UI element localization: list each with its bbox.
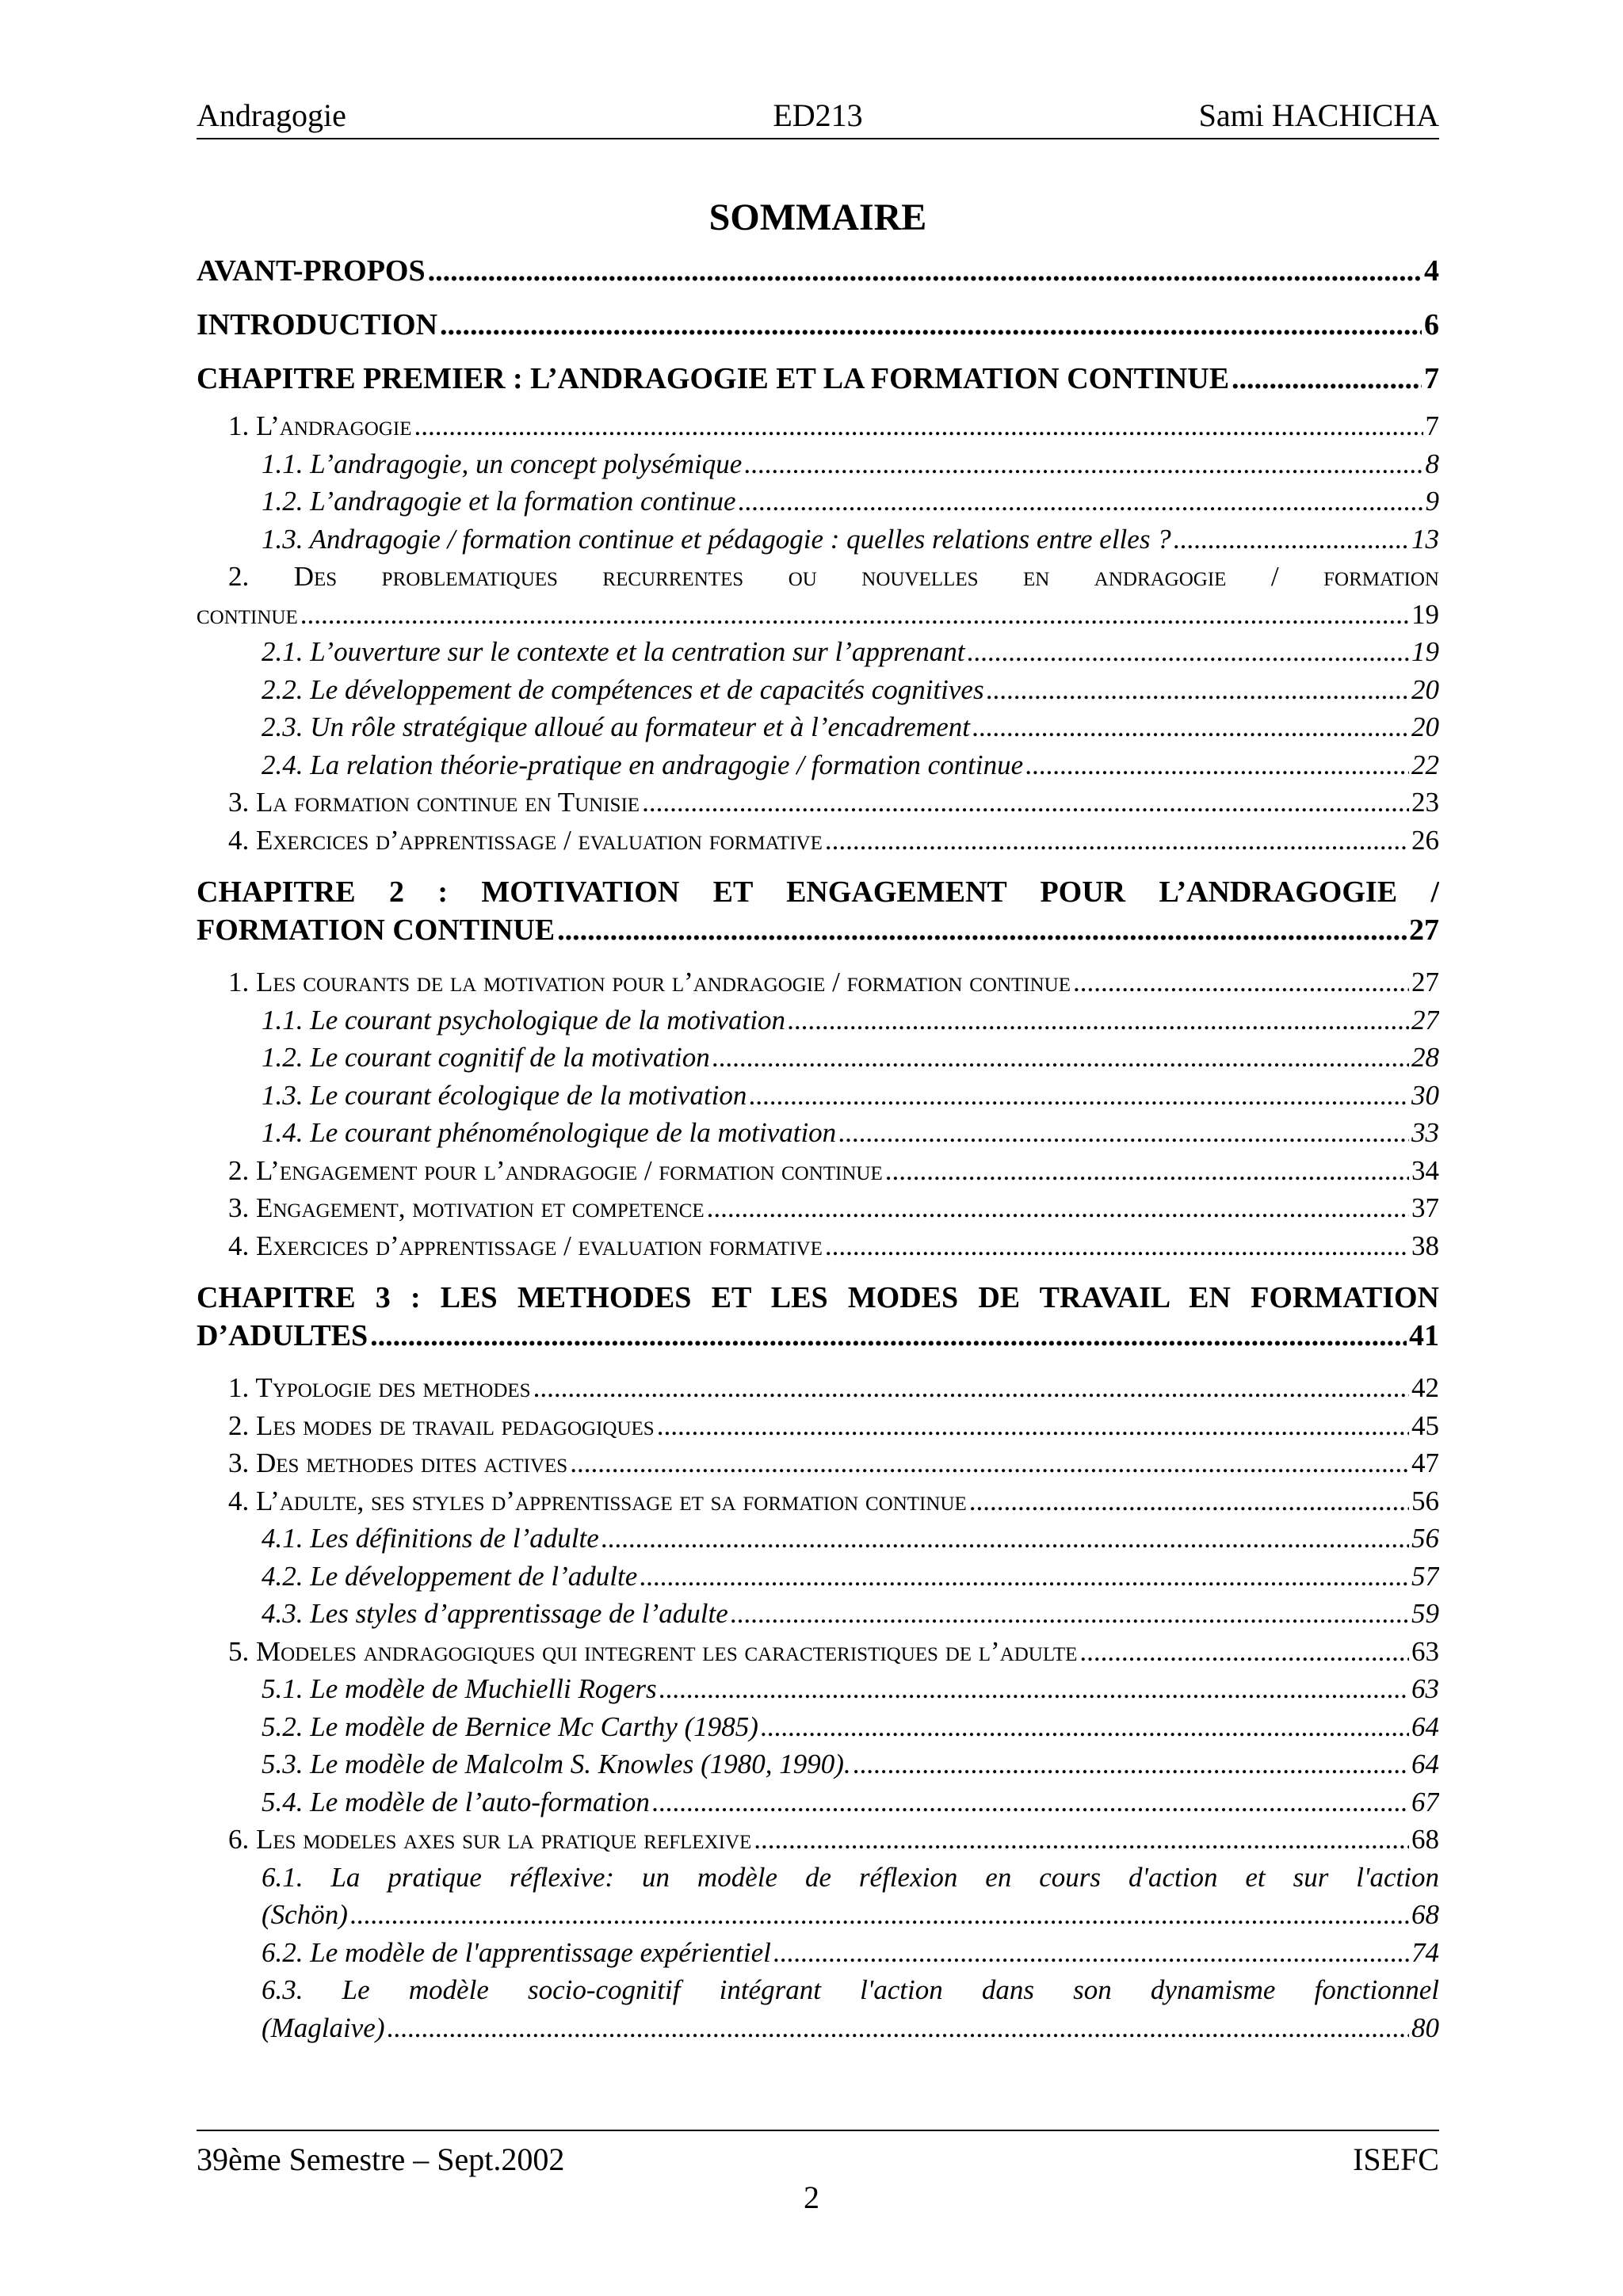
toc-entry-3-4-3[interactable]: 4.3. Les styles d’apprentissage de l’adulte ..... 59 <box>197 1595 1439 1633</box>
header-author: Sami HACHICHA <box>1198 97 1439 133</box>
toc-entry-chapter-2[interactable]: CHAPITRE 2 : MOTIVATION ET ENGAGEMENT POUR L’ANDRAGOGIE / FORMATION CONTINUE ..... 27 <box>197 873 1439 949</box>
toc-entry-1-2-1[interactable]: 2.1. L’ouverture sur le contexte et la centration sur l’apprenant ..... 19 <box>197 633 1439 671</box>
header-course-title: Andragogie <box>197 97 346 133</box>
toc-entry-3-5[interactable]: 5. Modeles andragogiques qui integrent les caracteristiques de l’adulte ..... 63 <box>197 1633 1439 1671</box>
toc-entry-2-3[interactable]: 3. Engagement, motivation et competence ..... 37 <box>197 1189 1439 1227</box>
toc-entry-chapter-3[interactable]: CHAPITRE 3 : LES METHODES ET LES MODES DE TRAVAIL EN FORMATION D’ADULTES ..... 41 <box>197 1279 1439 1355</box>
running-header <box>197 93 1439 139</box>
toc-entry-3-4-2[interactable]: 4.2. Le développement de l’adulte ..... 57 <box>197 1558 1439 1596</box>
toc-entry-3-3[interactable]: 3. Des methodes dites actives ..... 47 <box>197 1444 1439 1482</box>
toc-entry-2-1[interactable]: 1. Les courants de la motivation pour l’andragogie / formation continue ..... 27 <box>197 963 1439 1001</box>
toc-entry-introduction[interactable]: INTRODUCTION ..... 6 <box>197 306 1439 344</box>
header-course-code: ED213 <box>773 97 863 133</box>
toc-entry-2-1-2[interactable]: 1.2. Le courant cognitif de la motivation ..... 28 <box>197 1039 1439 1077</box>
toc-entry-3-6-3[interactable]: 6.3. Le modèle socio-cognitif intégrant l'action dans son dynamisme fonctionnel (Maglaive) ..... 80 <box>197 1971 1439 2046</box>
toc-entry-1-2-3[interactable]: 2.3. Un rôle stratégique alloué au formateur et à l’encadrement ..... 20 <box>197 708 1439 746</box>
page-number: 2 <box>804 2180 819 2215</box>
toc-entry-3-6-1[interactable]: 6.1. La pratique réflexive: un modèle de réflexion en cours d'action et sur l'action (Schön) ..... 68 <box>197 1859 1439 1934</box>
toc-entry-1-1-1[interactable]: 1.1. L’andragogie, un concept polysémique ..... 8 <box>197 445 1439 483</box>
toc-entry-2-4[interactable]: 4. Exercices d’apprentissage / evaluation formative ..... 38 <box>197 1227 1439 1265</box>
toc-entry-1-1-2[interactable]: 1.2. L’andragogie et la formation continue ..... 9 <box>197 482 1439 521</box>
toc-entry-1-2-2[interactable]: 2.2. Le développement de compétences et de capacités cognitives ..... 20 <box>197 671 1439 709</box>
toc-entry-3-5-1[interactable]: 5.1. Le modèle de Muchielli Rogers ..... 63 <box>197 1670 1439 1708</box>
footer-semester: 39ème Semestre – Sept.2002 <box>197 2142 565 2177</box>
page-title: SOMMAIRE <box>708 196 927 238</box>
toc-entry-3-5-4[interactable]: 5.4. Le modèle de l’auto-formation ..... 67 <box>197 1783 1439 1821</box>
toc-entry-chapter-1[interactable]: CHAPITRE PREMIER : L’ANDRAGOGIE ET LA FORMATION CONTINUE ..... 7 <box>197 360 1439 398</box>
toc-entry-3-6[interactable]: 6. Les modeles axes sur la pratique reflexive ..... 68 <box>197 1821 1439 1859</box>
toc-entry-1-1[interactable]: 1. L’andragogie ..... 7 <box>197 407 1439 445</box>
table-of-contents <box>197 252 1439 2046</box>
toc-entry-3-4-1[interactable]: 4.1. Les définitions de l’adulte ..... 56 <box>197 1520 1439 1558</box>
running-footer <box>197 2130 1439 2179</box>
toc-entry-1-4[interactable]: 4. Exercices d’apprentissage / evaluation formative ..... 26 <box>197 822 1439 860</box>
toc-entry-avant-propos[interactable]: AVANT-PROPOS ..... 4 <box>197 252 1439 290</box>
toc-entry-2-1-1[interactable]: 1.1. Le courant psychologique de la motivation ..... 27 <box>197 1001 1439 1039</box>
toc-entry-1-3[interactable]: 3. La formation continue en Tunisie ..... 23 <box>197 784 1439 822</box>
toc-entry-3-4[interactable]: 4. L’adulte, ses styles d’apprentissage et sa formation continue ..... 56 <box>197 1482 1439 1520</box>
toc-entry-3-5-2[interactable]: 5.2. Le modèle de Bernice Mc Carthy (1985) ..... 64 <box>197 1708 1439 1746</box>
toc-entry-1-1-3[interactable]: 1.3. Andragogie / formation continue et pédagogie : quelles relations entre elles ? ..... 13 <box>197 521 1439 559</box>
toc-entry-1-2[interactable]: 2. Des problematiques recurrentes ou nouvelles en andragogie / formation continue ..... 19 <box>197 558 1439 633</box>
toc-entry-1-2-4[interactable]: 2.4. La relation théorie-pratique en andragogie / formation continue ..... 22 <box>197 746 1439 784</box>
toc-entry-2-1-3[interactable]: 1.3. Le courant écologique de la motivation ..... 30 <box>197 1077 1439 1115</box>
toc-entry-3-2[interactable]: 2. Les modes de travail pedagogiques ..... 45 <box>197 1407 1439 1445</box>
toc-entry-3-6-2[interactable]: 6.2. Le modèle de l'apprentissage expérientiel ..... 74 <box>197 1934 1439 1972</box>
toc-entry-2-1-4[interactable]: 1.4. Le courant phénoménologique de la motivation ..... 33 <box>197 1114 1439 1152</box>
toc-entry-3-5-3[interactable]: 5.3. Le modèle de Malcolm S. Knowles (1980, 1990). ..... 64 <box>197 1745 1439 1783</box>
toc-entry-3-1[interactable]: 1. Typologie des methodes ..... 42 <box>197 1369 1439 1407</box>
footer-institution: ISEFC <box>1353 2142 1439 2177</box>
toc-entry-2-2[interactable]: 2. L’engagement pour l’andragogie / formation continue ..... 34 <box>197 1152 1439 1190</box>
